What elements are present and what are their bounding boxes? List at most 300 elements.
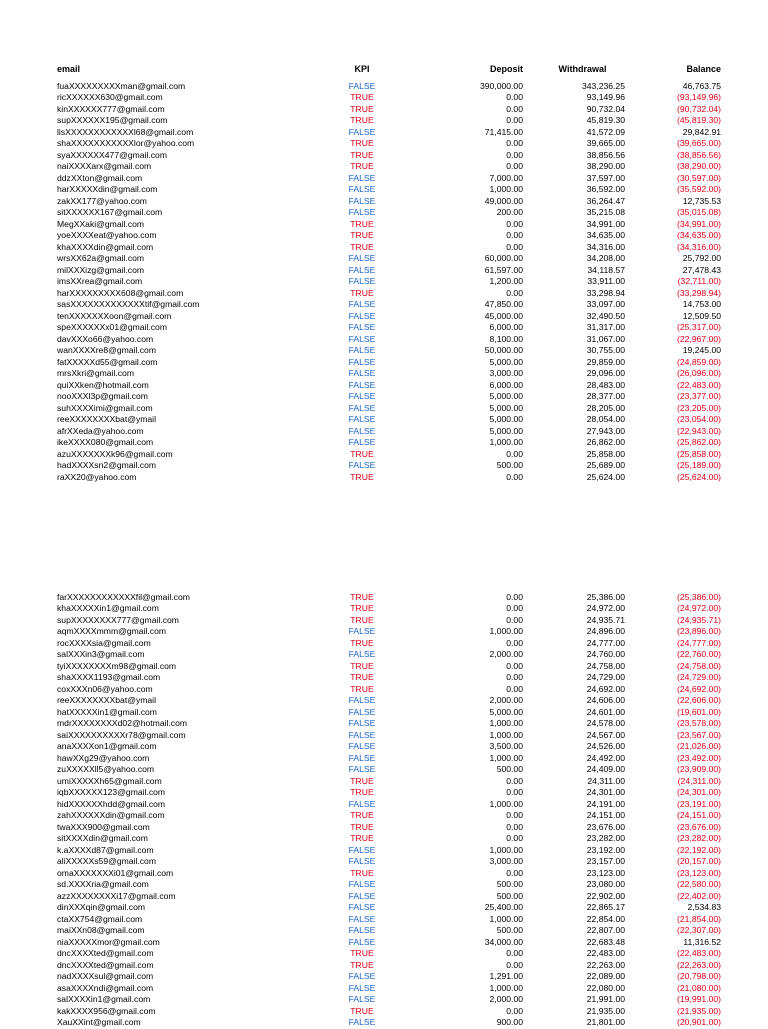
table-row <box>0 414 768 426</box>
table-row <box>0 230 768 242</box>
cell-balance: (38,856.56) <box>677 149 721 160</box>
table-row <box>0 242 768 254</box>
cell-kpi: TRUE <box>350 810 374 820</box>
cell-deposit: 6,000.00 <box>489 322 523 332</box>
cell-kpi: TRUE <box>350 92 374 102</box>
header-withdrawal: Withdrawal <box>558 64 607 74</box>
cell-balance: (25,858.00) <box>677 448 721 459</box>
cell-email: afrXXeda@yahoo.com <box>57 425 144 436</box>
cell-withdrawal: 24,729.00 <box>586 672 625 682</box>
cell-withdrawal: 24,758.00 <box>586 660 625 671</box>
table-row <box>0 115 768 127</box>
cell-balance: (34,991.00) <box>677 218 721 229</box>
cell-kpi: FALSE <box>348 752 376 763</box>
cell-kpi: TRUE <box>350 287 374 298</box>
cell-kpi: FALSE <box>348 626 376 636</box>
cell-withdrawal: 39,665.00 <box>586 138 625 148</box>
cell-kpi: FALSE <box>348 322 376 332</box>
table-row <box>0 833 768 845</box>
cell-withdrawal: 33,097.00 <box>586 299 625 309</box>
cell-deposit: 1,000.00 <box>489 844 523 855</box>
cell-deposit: 1,000.00 <box>489 437 523 447</box>
cell-email: wanXXXXre8@gmail.com <box>57 345 156 355</box>
cell-balance: (19,601.00) <box>677 706 721 717</box>
cell-deposit: 0.00 <box>506 959 523 970</box>
cell-deposit: 5,000.00 <box>489 391 523 401</box>
table-row <box>0 207 768 219</box>
cell-balance: (21,080.00) <box>677 982 721 993</box>
cell-email: wrsXX62a@gmail.com <box>57 253 145 263</box>
table-row <box>0 787 768 799</box>
cell-email: dncXXXXted@gmail.com <box>57 959 154 970</box>
cell-withdrawal: 25,858.00 <box>586 448 625 459</box>
cell-deposit: 0.00 <box>506 948 523 958</box>
cell-balance: (22,307.00) <box>677 925 721 935</box>
cell-deposit: 5,000.00 <box>489 414 523 424</box>
cell-withdrawal: 24,578.00 <box>586 718 625 728</box>
cell-withdrawal: 93,149.96 <box>586 92 625 102</box>
cell-withdrawal: 34,208.00 <box>586 253 625 263</box>
table-row <box>0 592 768 604</box>
cell-balance: (24,151.00) <box>677 810 721 820</box>
table-row <box>0 810 768 822</box>
cell-email: aqmXXXXmmm@gmail.com <box>57 626 167 636</box>
cell-deposit: 1,000.00 <box>489 626 523 636</box>
header-balance: Balance <box>686 64 721 74</box>
table-row <box>0 971 768 983</box>
cell-balance: (23,054.00) <box>677 414 721 424</box>
cell-balance: (23,282.00) <box>677 833 721 843</box>
cell-balance: (35,015.08) <box>677 207 721 217</box>
cell-email: twaXXX900@gmail.com <box>57 821 150 832</box>
cell-email: umiXXXXXh65@gmail.com <box>57 775 162 786</box>
cell-balance: (20,157.00) <box>677 856 721 866</box>
cell-deposit: 71,415.00 <box>484 126 523 137</box>
cell-deposit: 5,000.00 <box>489 425 523 436</box>
cell-withdrawal: 22,080.00 <box>586 982 625 993</box>
cell-balance: (35,592.00) <box>677 184 721 194</box>
cell-deposit: 7,000.00 <box>489 172 523 183</box>
cell-deposit: 5,000.00 <box>489 706 523 717</box>
cell-balance: 25,792.00 <box>682 253 721 263</box>
table-row <box>0 626 768 638</box>
cell-withdrawal: 28,377.00 <box>586 391 625 401</box>
cell-withdrawal: 33,911.00 <box>587 276 625 286</box>
cell-balance: (22,483.00) <box>677 948 721 958</box>
cell-deposit: 0.00 <box>506 614 523 625</box>
table-row <box>0 288 768 300</box>
cell-withdrawal: 28,054.00 <box>586 414 625 424</box>
cell-email: sitXXXXdin@gmail.com <box>57 833 148 843</box>
cell-deposit: 0.00 <box>506 637 523 648</box>
cell-email: farXXXXXXXXXXXXfil@gmail.com <box>57 591 190 602</box>
cell-withdrawal: 21,991.00 <box>586 994 625 1004</box>
cell-deposit: 1,000.00 <box>489 729 523 740</box>
cell-email: naiXXXXarx@gmail.com <box>57 161 152 171</box>
cell-balance: (24,777.00) <box>677 637 721 648</box>
header-kpi: KPI <box>354 64 370 74</box>
cell-deposit: 0.00 <box>506 867 523 878</box>
cell-deposit: 500.00 <box>496 460 523 470</box>
table-row <box>0 914 768 926</box>
cell-withdrawal: 45,819.30 <box>586 115 625 125</box>
cell-kpi: FALSE <box>348 856 376 866</box>
table-row <box>0 603 768 615</box>
table-row <box>0 426 768 438</box>
cell-withdrawal: 26,862.00 <box>586 437 625 447</box>
table-row <box>0 345 768 357</box>
cell-balance: 14,753.00 <box>682 299 721 309</box>
cell-deposit: 500.00 <box>496 879 523 889</box>
table-row <box>0 718 768 730</box>
cell-withdrawal: 24,151.00 <box>586 810 625 820</box>
cell-withdrawal: 24,972.00 <box>586 603 625 613</box>
cell-kpi: FALSE <box>348 649 376 659</box>
cell-kpi: FALSE <box>348 310 376 321</box>
cell-balance: 19,245.00 <box>682 345 721 355</box>
cell-balance: (22,760.00) <box>677 649 721 659</box>
cell-balance: 27,478.43 <box>682 264 721 275</box>
cell-balance: (38,290.00) <box>677 161 721 171</box>
cell-deposit: 0.00 <box>506 833 523 843</box>
cell-balance: (25,317.00) <box>677 322 721 332</box>
cell-deposit: 0.00 <box>506 138 523 148</box>
cell-email: sd.XXXXria@gmail.com <box>57 879 149 889</box>
cell-kpi: TRUE <box>350 161 374 171</box>
cell-withdrawal: 38,856.56 <box>586 149 625 160</box>
table-row <box>0 334 768 346</box>
cell-deposit: 900.00 <box>496 1017 523 1027</box>
cell-deposit: 3,000.00 <box>489 368 523 378</box>
cell-email: harXXXXXdin@gmail.com <box>57 184 158 194</box>
cell-deposit: 390,000.00 <box>479 80 523 91</box>
cell-balance: (23,896.00) <box>677 626 721 636</box>
cell-email: imsXXrea@gmail.com <box>57 276 143 286</box>
cell-email: davXXXo66@yahoo.com <box>57 333 154 344</box>
cell-kpi: FALSE <box>348 207 376 217</box>
cell-withdrawal: 29,859.00 <box>586 356 625 367</box>
cell-balance: (25,386.00) <box>677 591 721 602</box>
cell-email: nooXXXl3p@gmail.com <box>57 391 148 401</box>
cell-email: reeXXXXXXXXbat@ymail <box>57 695 157 705</box>
table-row <box>0 219 768 231</box>
cell-deposit: 1,200.00 <box>489 276 523 286</box>
table-row <box>0 253 768 265</box>
table-row <box>0 460 768 472</box>
table-row <box>0 764 768 776</box>
cell-balance: (24,972.00) <box>677 603 721 613</box>
cell-balance: (22,580.00) <box>677 879 721 889</box>
cell-email: tenXXXXXXXoon@gmail.com <box>57 310 172 321</box>
cell-deposit: 5,000.00 <box>489 356 523 367</box>
table-row <box>0 925 768 937</box>
cell-email: anaXXXXon1@gmail.com <box>57 741 157 751</box>
cell-deposit: 0.00 <box>506 787 523 797</box>
table-row <box>0 92 768 104</box>
cell-email: tyiXXXXXXXXm98@gmail.com <box>57 660 177 671</box>
cell-email: fatXXXXXd55@gmail.com <box>57 356 158 367</box>
cell-kpi: FALSE <box>348 706 376 717</box>
cell-kpi: FALSE <box>348 253 376 263</box>
cell-kpi: TRUE <box>350 637 374 648</box>
cell-kpi: FALSE <box>348 741 376 751</box>
cell-email: maiXXn08@gmail.com <box>57 925 145 935</box>
cell-withdrawal: 22,483.00 <box>586 948 625 958</box>
cell-email: asaXXXXndi@gmail.com <box>57 982 154 993</box>
cell-deposit: 0.00 <box>506 218 523 229</box>
table-row <box>0 161 768 173</box>
cell-balance: (21,854.00) <box>677 913 721 924</box>
cell-deposit: 2,000.00 <box>489 649 523 659</box>
cell-email: suhXXXXimi@gmail.com <box>57 402 153 413</box>
cell-deposit: 2,000.00 <box>489 994 523 1004</box>
cell-email: niaXXXXXmor@gmail.com <box>57 936 160 947</box>
table-row <box>0 994 768 1006</box>
cell-email: reeXXXXXXXXbat@ymail <box>57 414 157 424</box>
cell-withdrawal: 24,492.00 <box>586 752 625 763</box>
cell-deposit: 1,000.00 <box>489 718 523 728</box>
cell-withdrawal: 34,635.00 <box>586 230 625 240</box>
cell-deposit: 49,000.00 <box>484 195 523 206</box>
cell-balance: (34,635.00) <box>677 230 721 240</box>
table-row <box>0 741 768 753</box>
table-row <box>0 276 768 288</box>
table-row <box>0 615 768 627</box>
cell-balance: (45,819.30) <box>677 115 721 125</box>
cell-kpi: FALSE <box>348 402 376 413</box>
cell-deposit: 61,597.00 <box>484 264 523 275</box>
cell-deposit: 500.00 <box>496 890 523 901</box>
cell-balance: (25,624.00) <box>677 471 721 482</box>
cell-balance: (30,597.00) <box>677 172 721 183</box>
cell-deposit: 60,000.00 <box>484 253 523 263</box>
cell-email: MegXXaki@gmail.com <box>57 218 145 229</box>
table-row <box>0 311 768 323</box>
table-row <box>0 472 768 484</box>
cell-email: yoeXXXXeat@yahoo.com <box>57 230 157 240</box>
cell-email: khaXXXXdin@gmail.com <box>57 241 154 252</box>
table-row <box>0 81 768 93</box>
cell-email: dncXXXXted@gmail.com <box>57 948 154 958</box>
cell-withdrawal: 23,192.00 <box>586 844 625 855</box>
cell-withdrawal: 24,777.00 <box>586 637 625 648</box>
cell-balance: (20,798.00) <box>677 971 721 981</box>
cell-kpi: TRUE <box>350 241 374 252</box>
table-row <box>0 822 768 834</box>
cell-withdrawal: 24,409.00 <box>586 764 625 774</box>
cell-balance: (23,377.00) <box>677 391 721 401</box>
cell-deposit: 0.00 <box>506 287 523 298</box>
table-row <box>0 891 768 903</box>
cell-withdrawal: 36,264.47 <box>586 195 625 206</box>
cell-balance: (23,567.00) <box>677 729 721 740</box>
cell-email: ctaXX754@gmail.com <box>57 913 143 924</box>
cell-withdrawal: 24,896.00 <box>586 626 625 636</box>
cell-email: azuXXXXXXXk96@gmail.com <box>57 448 173 459</box>
cell-balance: (22,192.00) <box>677 844 721 855</box>
cell-kpi: TRUE <box>350 821 374 832</box>
cell-kpi: FALSE <box>348 333 376 344</box>
cell-withdrawal: 34,118.57 <box>587 264 625 275</box>
cell-kpi: FALSE <box>348 798 376 809</box>
cell-balance: (19,991.00) <box>677 994 721 1004</box>
cell-email: raXX20@yahoo.com <box>57 471 137 482</box>
cell-withdrawal: 24,935.71 <box>586 614 625 625</box>
cell-withdrawal: 32,490.50 <box>586 310 625 321</box>
cell-withdrawal: 31,067.00 <box>586 333 625 344</box>
cell-deposit: 0.00 <box>506 448 523 459</box>
table-row <box>0 391 768 403</box>
cell-balance: (39,665.00) <box>677 138 721 148</box>
cell-email: azzXXXXXXXXi17@gmail.com <box>57 890 176 901</box>
cell-email: ikeXXXX080@gmail.com <box>57 437 154 447</box>
cell-deposit: 0.00 <box>506 92 523 102</box>
cell-email: mdrXXXXXXXXd02@hotmail.com <box>57 718 188 728</box>
cell-email: k.aXXXXd87@gmail.com <box>57 844 154 855</box>
cell-email: syaXXXXXX477@gmail.com <box>57 149 167 160</box>
table-row <box>0 357 768 369</box>
table-row <box>0 380 768 392</box>
table-row <box>0 845 768 857</box>
cell-withdrawal: 25,689.00 <box>586 460 625 470</box>
cell-kpi: FALSE <box>348 971 376 981</box>
cell-kpi: TRUE <box>350 218 374 229</box>
cell-withdrawal: 25,624.00 <box>586 471 625 482</box>
cell-withdrawal: 23,080.00 <box>586 879 625 889</box>
cell-kpi: FALSE <box>348 729 376 740</box>
cell-withdrawal: 35,215.08 <box>586 207 625 217</box>
cell-email: hawXXg29@yahoo.com <box>57 752 150 763</box>
table-row <box>0 403 768 415</box>
cell-withdrawal: 22,683.48 <box>586 936 625 947</box>
cell-deposit: 500.00 <box>496 925 523 935</box>
cell-email: hidXXXXXXhdd@gmail.com <box>57 798 166 809</box>
cell-withdrawal: 23,123.00 <box>586 867 625 878</box>
table-row <box>0 730 768 742</box>
cell-kpi: FALSE <box>348 902 376 912</box>
cell-email: salXXXin3@gmail.com <box>57 649 145 659</box>
cell-kpi: FALSE <box>348 718 376 728</box>
cell-kpi: TRUE <box>350 833 374 843</box>
cell-email: hatXXXXXin1@gmail.com <box>57 706 157 717</box>
cell-email: zahXXXXXXdin@gmail.com <box>57 810 165 820</box>
cell-kpi: FALSE <box>348 844 376 855</box>
table-row <box>0 776 768 788</box>
table-row <box>0 265 768 277</box>
cell-kpi: FALSE <box>348 264 376 275</box>
cell-kpi: TRUE <box>350 448 374 459</box>
cell-balance: 11,316.52 <box>683 936 721 947</box>
cell-email: lisXXXXXXXXXXXXl68@gmail.com <box>57 126 194 137</box>
cell-deposit: 0.00 <box>506 821 523 832</box>
cell-balance: (20,901.00) <box>677 1017 721 1027</box>
cell-kpi: FALSE <box>348 184 376 194</box>
cell-email: aliXXXXXs59@gmail.com <box>57 856 156 866</box>
cell-withdrawal: 24,692.00 <box>586 683 625 694</box>
table-row <box>0 196 768 208</box>
table-row <box>0 948 768 960</box>
cell-kpi: TRUE <box>350 867 374 878</box>
cell-email: quiXXken@hotmail.com <box>57 379 149 390</box>
cell-email: omaXXXXXXXi01@gmail.com <box>57 867 174 878</box>
cell-deposit: 2,000.00 <box>489 695 523 705</box>
cell-kpi: FALSE <box>348 994 376 1004</box>
cell-withdrawal: 23,157.00 <box>586 856 625 866</box>
cell-withdrawal: 21,801.00 <box>586 1017 625 1027</box>
cell-deposit: 0.00 <box>506 1005 523 1016</box>
cell-email: hadXXXXsn2@gmail.com <box>57 460 157 470</box>
cell-deposit: 0.00 <box>506 591 523 602</box>
table-row <box>0 184 768 196</box>
cell-kpi: TRUE <box>350 471 374 482</box>
cell-deposit: 1,000.00 <box>489 913 523 924</box>
cell-email: supXXXXXX195@gmail.com <box>57 115 168 125</box>
header-email: email <box>57 64 81 74</box>
cell-withdrawal: 24,301.00 <box>586 787 625 797</box>
cell-deposit: 0.00 <box>506 775 523 786</box>
cell-withdrawal: 25,386.00 <box>586 591 625 602</box>
cell-kpi: FALSE <box>348 345 376 355</box>
cell-deposit: 3,500.00 <box>489 741 523 751</box>
cell-email: iqbXXXXXX123@gmail.com <box>57 787 166 797</box>
cell-balance: (25,862.00) <box>677 437 721 447</box>
cell-kpi: TRUE <box>350 775 374 786</box>
cell-deposit: 0.00 <box>506 230 523 240</box>
cell-deposit: 1,000.00 <box>489 982 523 993</box>
table-row <box>0 799 768 811</box>
cell-withdrawal: 343,236.25 <box>581 80 625 91</box>
table-row <box>0 299 768 311</box>
cell-deposit: 0.00 <box>506 241 523 252</box>
cell-balance: (22,943.00) <box>677 425 721 436</box>
table-row <box>0 960 768 972</box>
cell-balance: (23,205.00) <box>677 402 721 413</box>
cell-deposit: 50,000.00 <box>484 345 523 355</box>
cell-kpi: TRUE <box>350 959 374 970</box>
cell-withdrawal: 22,089.00 <box>586 971 625 981</box>
table-row <box>0 856 768 868</box>
table-row <box>0 983 768 995</box>
cell-balance: (23,578.00) <box>677 718 721 728</box>
cell-balance: 46,763.75 <box>682 80 721 91</box>
cell-kpi: TRUE <box>350 230 374 240</box>
table-row <box>0 672 768 684</box>
cell-balance: (22,606.00) <box>677 695 721 705</box>
cell-kpi: FALSE <box>348 172 376 183</box>
cell-kpi: TRUE <box>350 149 374 160</box>
cell-kpi: FALSE <box>348 299 376 309</box>
cell-balance: (21,935.00) <box>677 1005 721 1016</box>
table-row <box>0 173 768 185</box>
cell-withdrawal: 22,807.00 <box>586 925 625 935</box>
cell-withdrawal: 24,191.00 <box>586 798 625 809</box>
cell-deposit: 6,000.00 <box>489 379 523 390</box>
cell-withdrawal: 36,592.00 <box>586 184 625 194</box>
cell-withdrawal: 34,991.00 <box>586 218 625 229</box>
cell-deposit: 0.00 <box>506 810 523 820</box>
cell-deposit: 5,000.00 <box>489 402 523 413</box>
cell-withdrawal: 34,316.00 <box>586 241 625 252</box>
cell-deposit: 200.00 <box>496 207 523 217</box>
cell-balance: (34,316.00) <box>677 241 721 252</box>
cell-balance: 2,534.83 <box>687 902 721 912</box>
cell-withdrawal: 41,572.09 <box>586 126 625 137</box>
cell-deposit: 34,000.00 <box>484 936 523 947</box>
cell-withdrawal: 33,298.94 <box>586 287 625 298</box>
table-row <box>0 127 768 139</box>
cell-withdrawal: 24,760.00 <box>586 649 625 659</box>
table-row <box>0 707 768 719</box>
